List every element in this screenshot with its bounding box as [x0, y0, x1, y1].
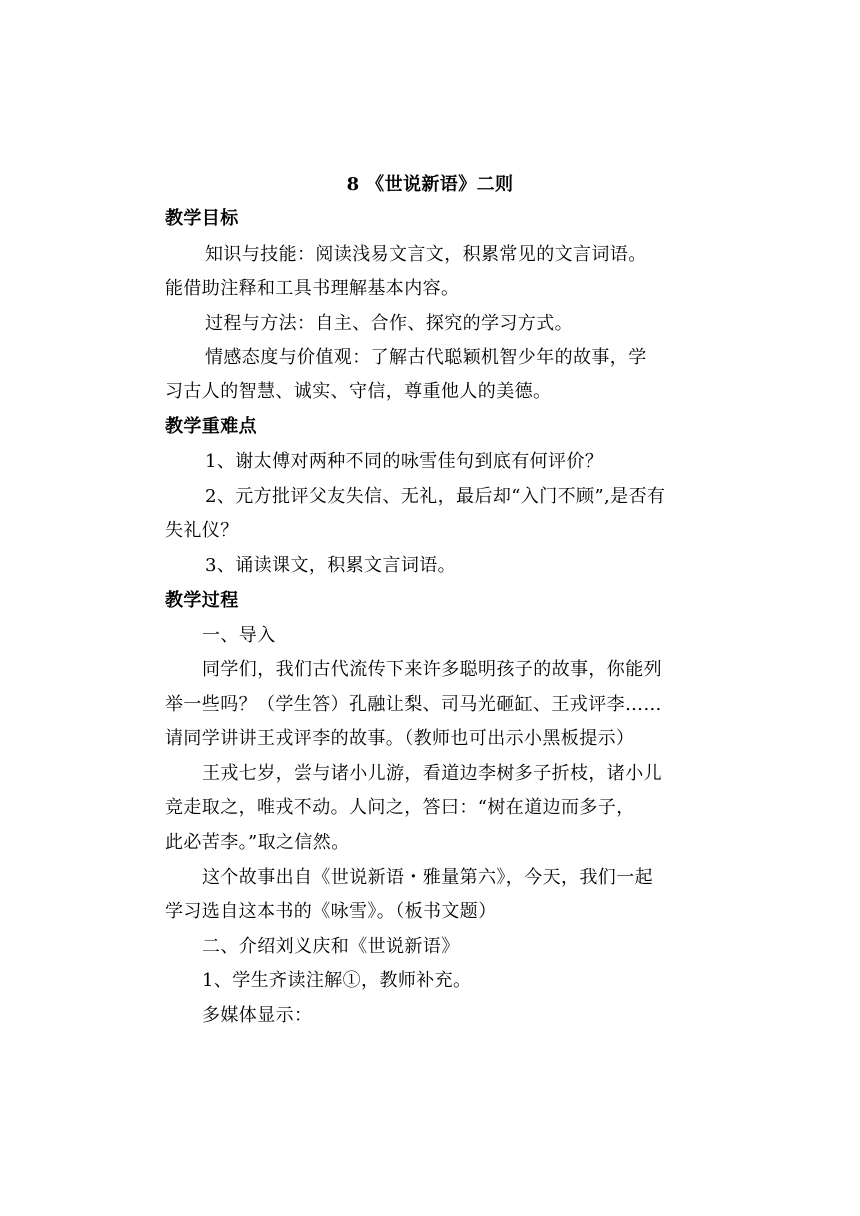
- paragraph-line: 1、谢太傅对两种不同的咏雪佳句到底有何评价？: [205, 451, 604, 472]
- page-title: 8 《世说新语》二则: [346, 174, 514, 195]
- paragraph-line: 2、元方批评父友失信、无礼，最后却“入门不顾”,是否有: [205, 486, 666, 507]
- paragraph-line: 王戎七岁，尝与诸小儿游，看道边李树多子折枝，诸小儿: [202, 763, 662, 784]
- paragraph-line: 3、诵读课文，积累文言词语。: [205, 555, 457, 576]
- paragraph-line: 多媒体显示：: [202, 1005, 313, 1026]
- paragraph-line: 请同学讲讲王戎评李的故事。（教师也可出示小黑板提示）: [165, 728, 635, 749]
- paragraph-line: 同学们，我们古代流传下来许多聪明孩子的故事，你能列: [202, 659, 662, 680]
- paragraph-line: 此必苦李。”取之信然。: [165, 832, 350, 853]
- paragraph-line: 能借助注释和工具书理解基本内容。: [165, 278, 460, 299]
- paragraph-line: 失礼仪？: [165, 520, 239, 541]
- paragraph-line: 竞走取之，唯戎不动。人问之，答曰：“树在道边而多子，: [165, 797, 635, 818]
- paragraph-line: 这个故事出自《世说新语・雅量第六》，今天，我们一起: [202, 867, 653, 888]
- paragraph-line: 习古人的智慧、诚实、守信，尊重他人的美德。: [165, 381, 552, 402]
- paragraph-line: 情感态度与价值观：了解古代聪颖机智少年的故事，学: [205, 347, 647, 368]
- section-heading-process: 教学过程: [165, 590, 239, 611]
- paragraph-line: 过程与方法：自主、合作、探究的学习方式。: [205, 313, 573, 334]
- paragraph-line: 学习选自这本书的《咏雪》。（板书文题）: [165, 901, 497, 922]
- paragraph-line: 二、介绍刘义庆和《世说新语》: [202, 936, 460, 957]
- paragraph-line: 知识与技能：阅读浅易文言文，积累常见的文言词语。: [205, 244, 647, 265]
- section-heading-key-points: 教学重难点: [165, 416, 257, 437]
- section-heading-objectives: 教学目标: [165, 208, 239, 229]
- paragraph-line: 举一些吗？（学生答）孔融让梨、司马光砸缸、王戎评李……: [165, 694, 662, 715]
- paragraph-line: 1、学生齐读注解①，教师补充。: [202, 970, 472, 991]
- paragraph-line: 一、导入: [202, 625, 276, 646]
